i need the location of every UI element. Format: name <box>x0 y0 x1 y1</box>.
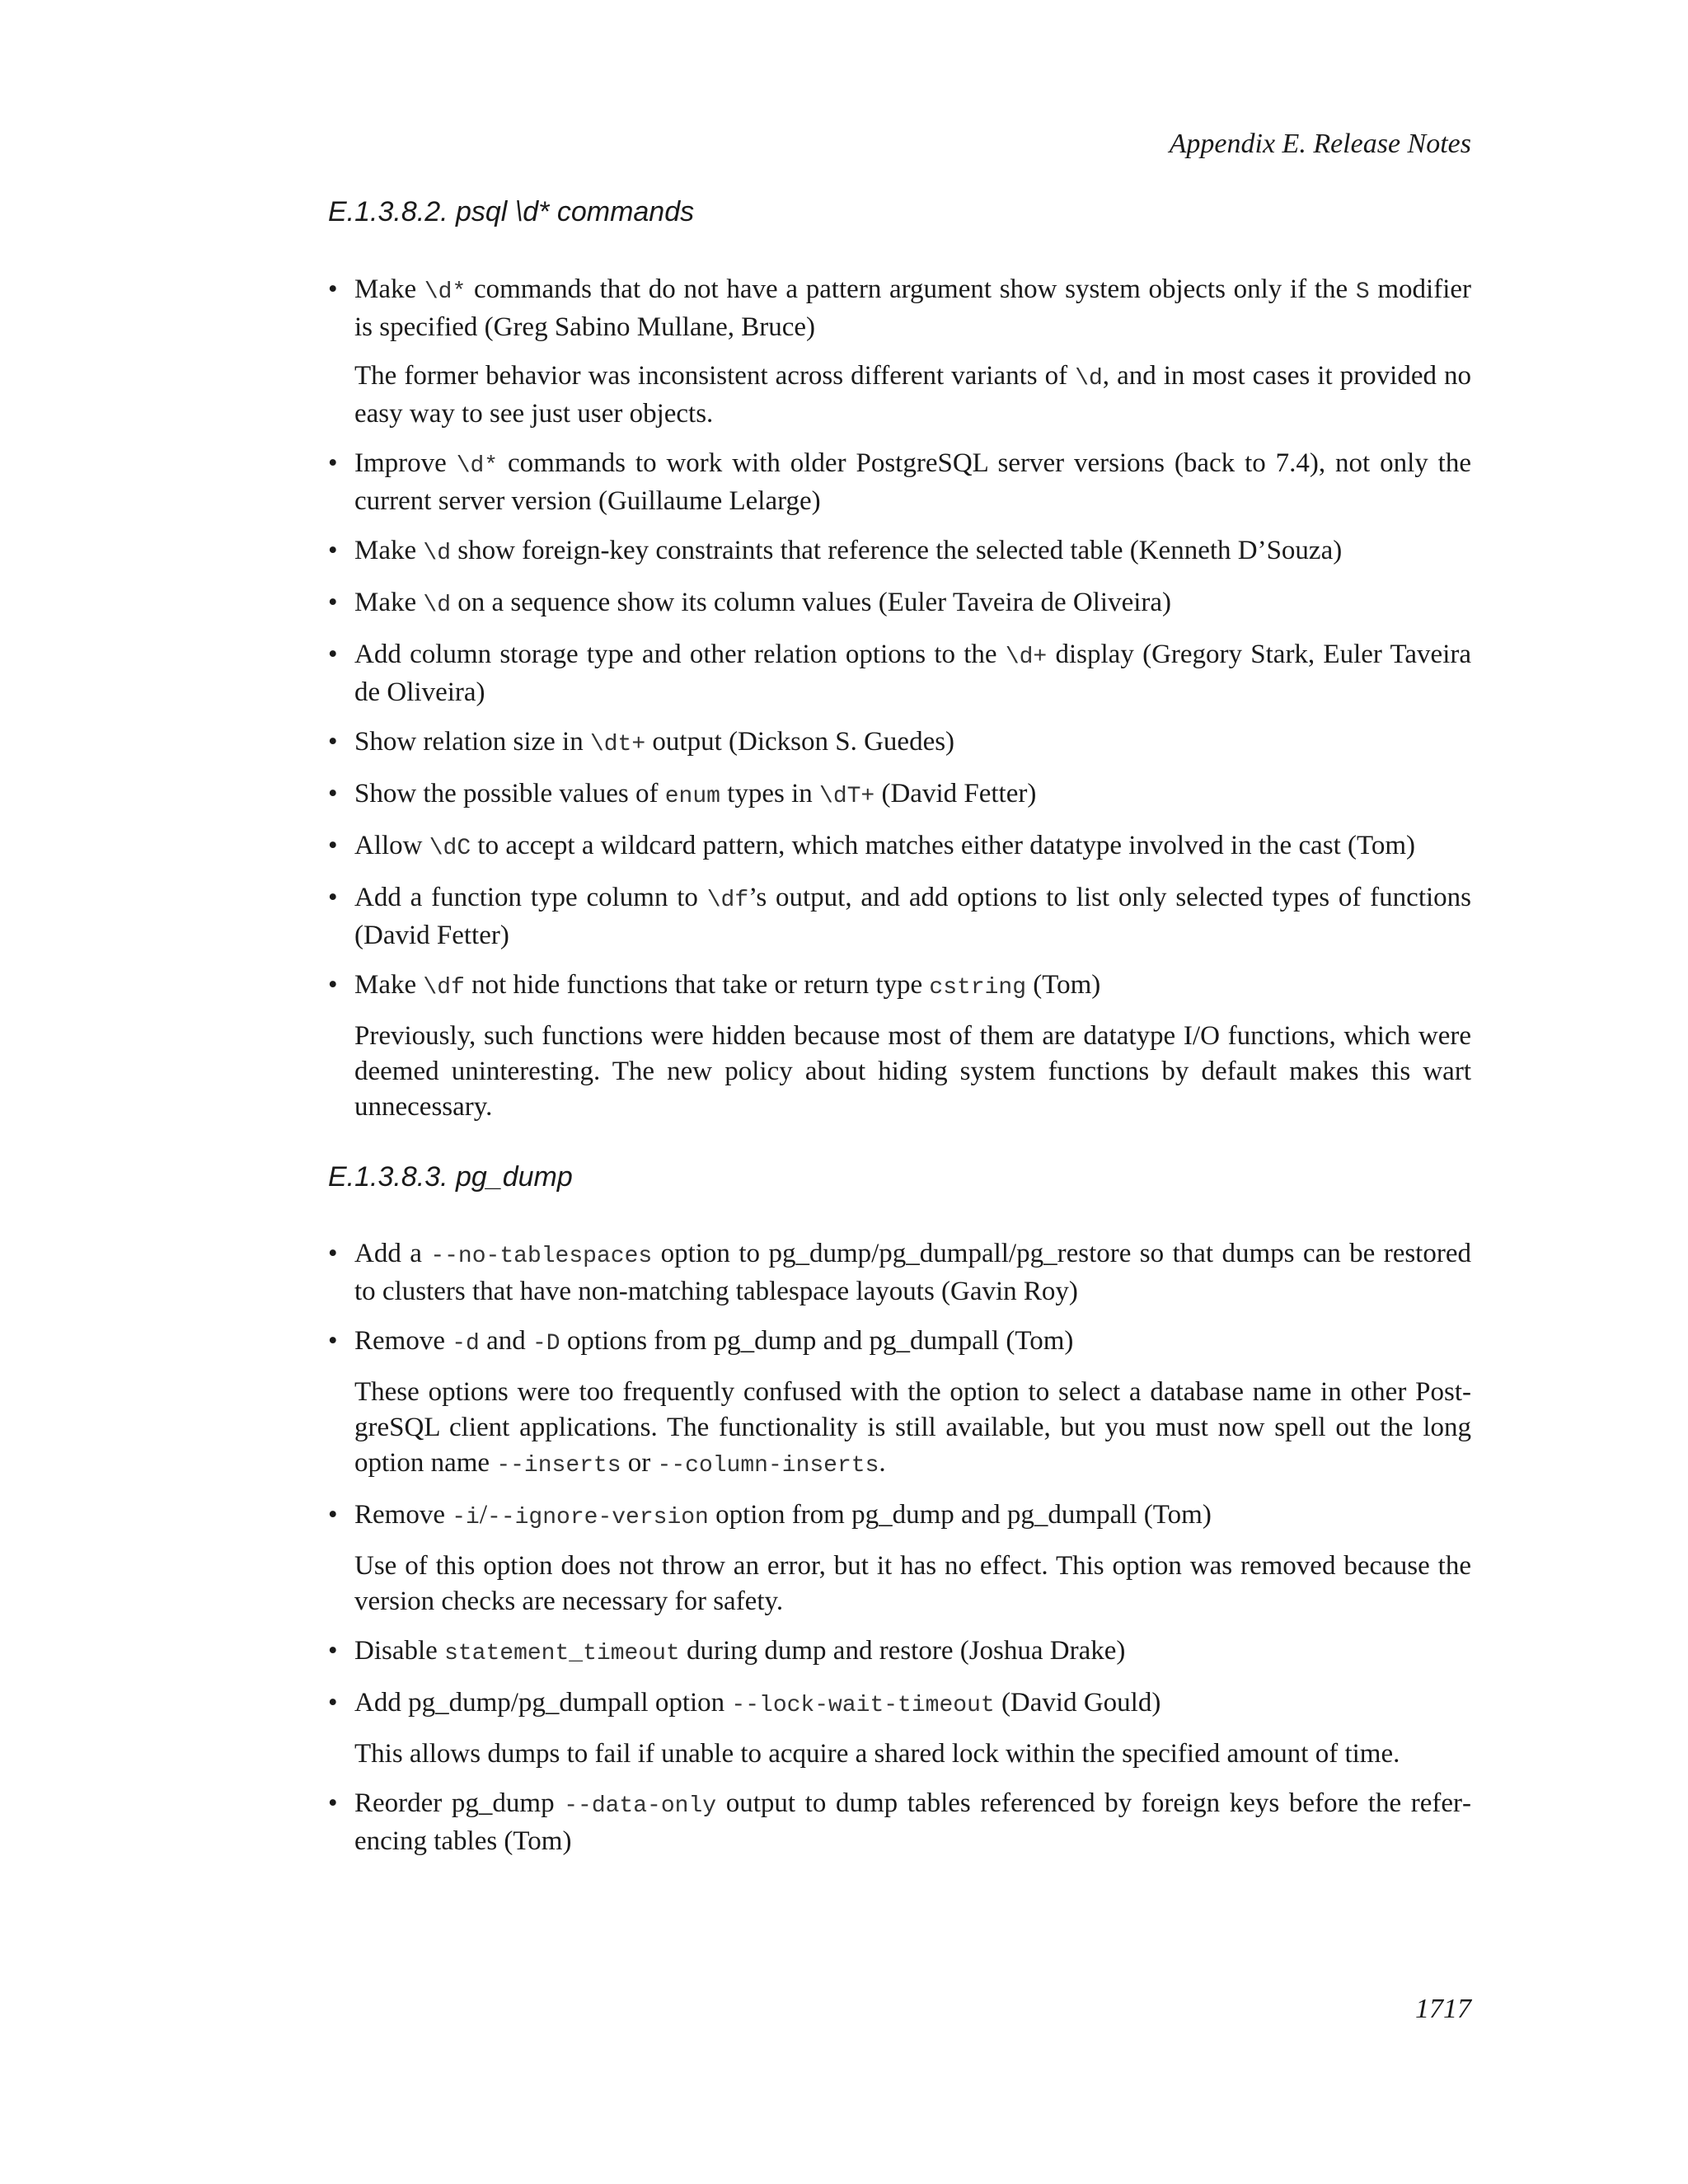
text-run: Make <box>354 970 424 1000</box>
list-item <box>328 446 1471 519</box>
list-item <box>328 1786 1471 1859</box>
text-run: not hide functions that take or return type <box>464 970 930 1000</box>
running-header: Appendix E. Release Notes <box>1169 129 1471 159</box>
text-run: Show relation size in <box>354 727 590 757</box>
item-text <box>354 1685 1471 1723</box>
list-item <box>328 1685 1471 1772</box>
text-run: Previously, such functions were hidden because most of them are datatype I/O functions, which were deemed uninteresting. The new policy about hiding system functions by default makes this wart unnecessary. <box>354 1021 1471 1122</box>
text-run: types in <box>720 779 820 808</box>
inline-code: statement_timeout <box>444 1641 680 1666</box>
inline-code: --data-only <box>564 1793 717 1819</box>
inline-code: \d* <box>456 453 499 479</box>
text-run: Remove <box>354 1326 452 1356</box>
bullet-icon: • <box>328 448 338 478</box>
bullet-icon: • <box>328 536 338 565</box>
text-run: ’s output, and add options to list only selected types of functions (David Fetter) <box>354 883 1471 950</box>
bullet-icon: • <box>328 1239 338 1268</box>
item-text <box>354 968 1471 1005</box>
item-text <box>354 724 1471 762</box>
text-run: or <box>621 1448 658 1478</box>
item-note <box>354 1549 1471 1619</box>
text-run: The former behavior was inconsistent across different variants of <box>354 361 1076 391</box>
psql-d-commands-list <box>328 272 1471 1125</box>
item-text <box>354 776 1471 814</box>
list-item <box>328 272 1471 432</box>
text-run: output to dump tables referenced by foreign keys before the referencing tables (Tom) <box>354 1788 1471 1856</box>
text-run: / <box>479 1500 488 1530</box>
bullet-icon: • <box>328 274 338 304</box>
item-text <box>354 880 1471 954</box>
bullet-icon: • <box>328 831 338 860</box>
item-note <box>354 1375 1471 1483</box>
item-text <box>354 1236 1471 1310</box>
inline-code: \d <box>423 593 451 618</box>
text-run: , and in most cases it provided no easy way to see just user objects. <box>354 361 1471 429</box>
bullet-icon: • <box>328 779 338 808</box>
text-run: display (Gregory Stark, Euler Taveira de Oliveira) <box>354 640 1471 707</box>
text-run: Make <box>354 536 424 565</box>
text-run: and <box>479 1326 532 1356</box>
text-run: Improve <box>354 448 457 478</box>
text-run: This allows dumps to fail if unable to acquire a shared lock within the specified amount of time. <box>354 1739 1400 1769</box>
item-text <box>354 637 1471 710</box>
bullet-icon: • <box>328 1688 338 1718</box>
bullet-icon: • <box>328 1326 338 1356</box>
page-number: 1717 <box>1415 1994 1471 2024</box>
inline-code: \df <box>706 888 749 913</box>
inline-code: \dT+ <box>819 784 875 809</box>
list-item <box>328 1497 1471 1619</box>
item-text <box>354 1786 1471 1859</box>
text-run: during dump and restore (Joshua Drake) <box>679 1636 1126 1666</box>
inline-code: --lock-wait-timeout <box>731 1693 995 1718</box>
item-text <box>354 533 1471 571</box>
item-note <box>354 359 1471 432</box>
inline-code: \dt+ <box>589 732 646 757</box>
list-item <box>328 828 1471 866</box>
text-run: commands to work with older PostgreSQL server versions (back to 7.4), not only the current server version (Guillaume Lelarge) <box>354 448 1471 516</box>
item-text <box>354 446 1471 519</box>
item-text <box>354 1497 1471 1535</box>
text-run: Show the possible values of <box>354 779 665 808</box>
section-title-psql-d-commands: E.1.3.8.2. psql \d* commands <box>328 196 695 227</box>
list-item <box>328 776 1471 814</box>
list-item <box>328 880 1471 954</box>
inline-code: cstring <box>929 975 1027 1001</box>
inline-code: --inserts <box>496 1453 621 1479</box>
inline-code: \d <box>423 541 451 566</box>
text-run: output (Dickson S. Guedes) <box>645 727 955 757</box>
text-run: Add a function type column to <box>354 883 707 912</box>
item-note <box>354 1019 1471 1125</box>
list-item <box>328 585 1471 623</box>
inline-code: \dC <box>429 836 471 861</box>
list-item <box>328 533 1471 571</box>
inline-code: -i <box>452 1505 480 1530</box>
bullet-icon: • <box>328 970 338 1000</box>
inline-code: enum <box>664 784 720 809</box>
inline-code: \d* <box>424 279 467 305</box>
bullet-icon: • <box>328 727 338 757</box>
pg-dump-list <box>328 1236 1471 1859</box>
bullet-icon: • <box>328 640 338 669</box>
text-run: commands that do not have a pattern argument show system objects only if the <box>466 274 1356 304</box>
inline-code: --column-inserts <box>657 1453 879 1479</box>
bullet-icon: • <box>328 1788 338 1818</box>
item-text <box>354 585 1471 623</box>
text-run: Make <box>354 588 424 617</box>
text-run: option to pg_dump/pg_dumpall/pg_restore so that dumps can be restored to clusters that have non-matching tablespace layouts (Gavin Roy) <box>354 1239 1471 1306</box>
text-run: Add column storage type and other relation options to the <box>354 640 1006 669</box>
text-run: Make <box>354 274 424 304</box>
text-run: modifier is specified (Greg Sabino Mullane, Bruce) <box>354 274 1471 342</box>
text-run: to accept a wildcard pattern, which matches either datatype involved in the cast (Tom) <box>471 831 1416 860</box>
list-item <box>328 1236 1471 1310</box>
text-run: These options were too frequently confused with the option to select a database name in other PostgreSQL client applications. The functionality is still available, but you must now spell out the long option name <box>354 1377 1471 1478</box>
item-text <box>354 1633 1471 1671</box>
inline-code: --ignore-version <box>487 1505 709 1530</box>
list-item <box>328 637 1471 710</box>
bullet-icon: • <box>328 1636 338 1666</box>
text-run: Reorder pg_dump <box>354 1788 565 1818</box>
list-item <box>328 968 1471 1125</box>
text-run: show foreign-key constraints that reference the selected table (Kenneth D’Souza) <box>451 536 1343 565</box>
text-run: (David Gould) <box>994 1688 1161 1718</box>
text-run: options from pg_dump and pg_dumpall (Tom) <box>560 1326 1074 1356</box>
item-note <box>354 1736 1471 1772</box>
inline-code: -D <box>532 1331 560 1357</box>
text-run: Allow <box>354 831 429 860</box>
inline-code: -d <box>452 1331 480 1357</box>
list-item <box>328 724 1471 762</box>
text-run: Remove <box>354 1500 452 1530</box>
text-run: (David Fetter) <box>874 779 1037 808</box>
inline-code: \d+ <box>1005 644 1048 670</box>
text-run: on a sequence show its column values (Euler Taveira de Oliveira) <box>451 588 1172 617</box>
item-text <box>354 828 1471 866</box>
text-run: Add a <box>354 1239 431 1268</box>
bullet-icon: • <box>328 588 338 617</box>
section-title-pg-dump: E.1.3.8.3. pg_dump <box>328 1161 573 1193</box>
text-run: . <box>879 1448 886 1478</box>
inline-code: \df <box>423 975 465 1001</box>
item-text <box>354 272 1471 345</box>
text-run: (Tom) <box>1026 970 1101 1000</box>
text-run: Disable <box>354 1636 445 1666</box>
item-text <box>354 1324 1471 1361</box>
inline-code: S <box>1355 279 1370 305</box>
bullet-icon: • <box>328 883 338 912</box>
text-run: Use of this option does not throw an error, but it has no effect. This option was removed because the version checks are necessary for safety. <box>354 1551 1471 1616</box>
text-run: option from pg_dump and pg_dumpall (Tom) <box>708 1500 1212 1530</box>
inline-code: \d <box>1075 366 1103 391</box>
inline-code: --no-tablespaces <box>430 1244 653 1269</box>
list-item <box>328 1633 1471 1671</box>
list-item <box>328 1324 1471 1483</box>
text-run: Add pg_dump/pg_dumpall option <box>354 1688 732 1718</box>
bullet-icon: • <box>328 1500 338 1530</box>
